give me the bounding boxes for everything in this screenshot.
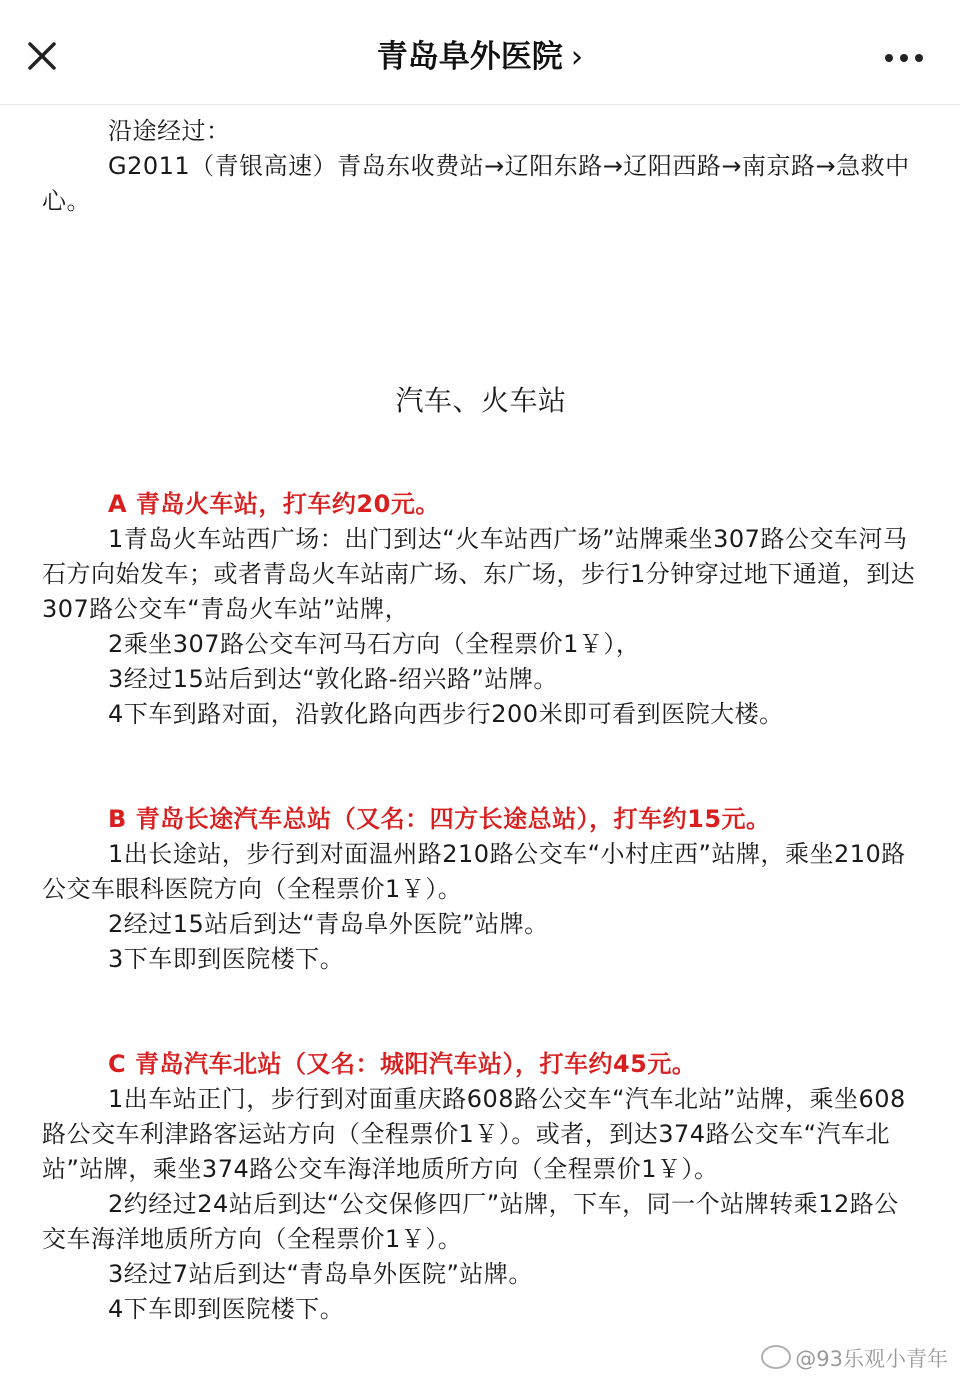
section-c-step: 1出车站正门，步行到对面重庆路608路公交车“汽车北站”站牌，乘坐608路公交车利津路客运站方向（全程票价1￥）。或者，到达374路公交车“汽车北站”站牌，乘坐374路公交车海洋地质所方向（全程票价1￥）。 xyxy=(42,1085,906,1183)
section-c-step: 3经过7站后到达“青岛阜外医院”站牌。 xyxy=(108,1260,533,1288)
section-heading: 汽车、火车站 xyxy=(395,384,567,417)
route-label: 沿途经过： xyxy=(108,117,231,145)
section-b-step: 3下车即到医院楼下。 xyxy=(108,945,345,973)
spacer xyxy=(42,977,920,1047)
watermark-text: @93乐观小青年 xyxy=(795,1347,948,1371)
section-a-step: 1青岛火车站西广场：出门到达“火车站西广场”站牌乘坐307路公交车河马石方向始发车；或者青岛火车站南广场、东广场，步行1分钟穿过地下通道，到达307路公交车“青岛火车站”站牌， xyxy=(42,525,916,623)
section-b-title: B 青岛长途汽车总站（又名：四方长途总站），打车约15元。 xyxy=(108,805,771,833)
section-c-title: C 青岛汽车北站（又名：城阳汽车站），打车约45元。 xyxy=(108,1050,697,1078)
more-options-button[interactable] xyxy=(882,40,926,76)
section-a-step: 4下车到路对面，沿敦化路向西步行200米即可看到医院大楼。 xyxy=(108,700,784,728)
spacer xyxy=(42,732,920,802)
page-title[interactable] xyxy=(0,34,960,80)
section-a-step: 3经过15站后到达“敦化路-绍兴路”站牌。 xyxy=(108,665,558,693)
article-body xyxy=(42,114,920,1327)
chevron-right-icon: › xyxy=(570,39,584,75)
section-c-step: 4下车即到医院楼下。 xyxy=(108,1295,345,1323)
weibo-logo-icon xyxy=(761,1345,791,1369)
top-navigation-bar xyxy=(0,0,960,105)
page-title-text: 青岛阜外医院 xyxy=(376,39,563,75)
spacer xyxy=(42,219,920,381)
weibo-watermark xyxy=(761,1343,948,1373)
section-a-title: A 青岛火车站，打车约20元。 xyxy=(108,490,440,518)
section-a-step: 2乘坐307路公交车河马石方向（全程票价1￥）， xyxy=(108,630,641,658)
section-c-step: 2约经过24站后到达“公交保修四厂”站牌，下车，同一个站牌转乘12路公交车海洋地质所方向（全程票价1￥）。 xyxy=(42,1190,899,1253)
section-b-step: 1出长途站，步行到对面温州路210路公交车“小村庄西”站牌，乘坐210路公交车眼科医院方向（全程票价1￥）。 xyxy=(42,840,906,903)
spacer xyxy=(42,421,920,487)
section-b-step: 2经过15站后到达“青岛阜外医院”站牌。 xyxy=(108,910,549,938)
more-icon xyxy=(882,40,926,76)
route-text: G2011（青银高速）青岛东收费站→辽阳东路→辽阳西路→南京路→急救中心。 xyxy=(42,152,910,215)
